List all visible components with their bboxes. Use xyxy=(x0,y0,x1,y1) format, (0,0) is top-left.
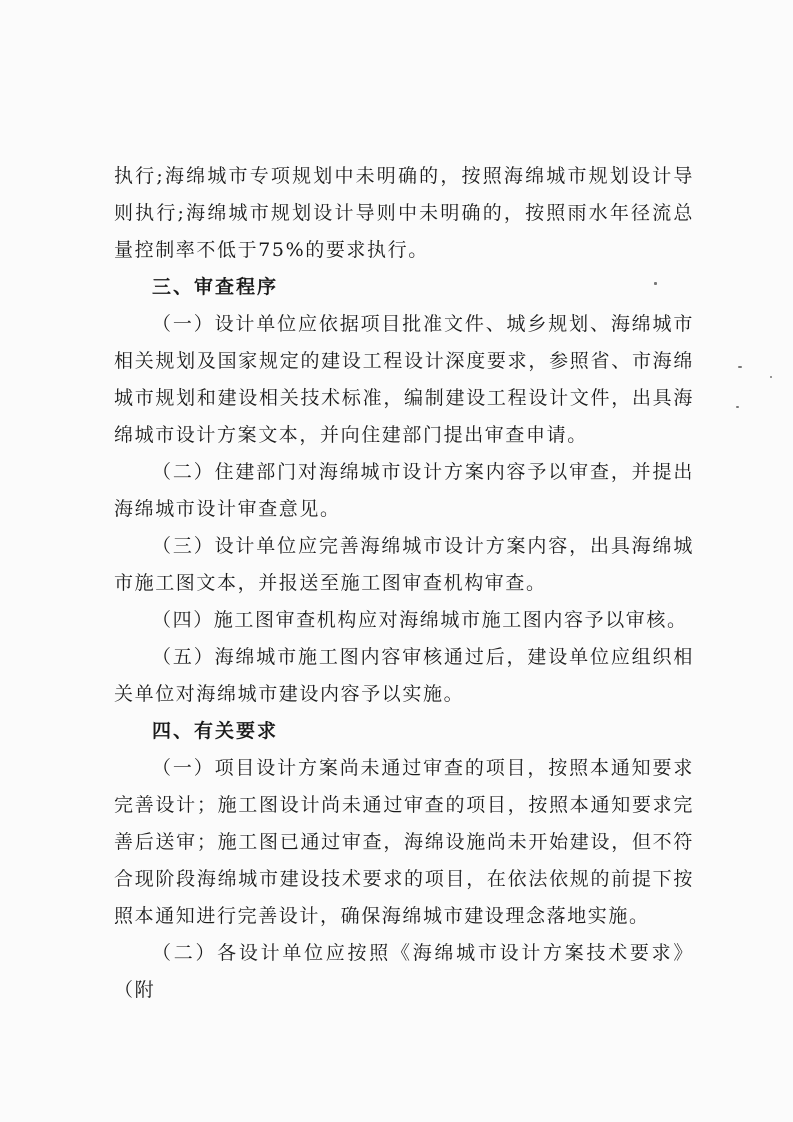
continuation-paragraph: 执行;海绵城市专项规划中未明确的，按照海绵城市规划设计导则执行;海绵城市规划设计导则中未明确的，按照雨水年径流总量控制率不低于75%的要求执行。 xyxy=(114,165,694,261)
section-3-item-4: （四）施工图审查机构应对海绵城市施工图内容予以审核。 xyxy=(152,609,688,631)
document-body xyxy=(114,158,694,1009)
section-4-item-2: （二）各设计单位应按照《海绵城市设计方案技术要求》（附 xyxy=(114,942,694,1001)
section-3-heading: 三、审查程序 xyxy=(152,276,279,298)
scan-speck xyxy=(736,406,739,408)
scan-speck xyxy=(738,366,742,368)
section-4-item-1: （一）项目设计方案尚未通过审查的项目，按照本通知要求完善设计；施工图设计尚未通过审查的项目，按照本通知要求完善后送审；施工图已通过审查，海绵设施尚未开始建设，但不符合现阶段海绵城市建设技术要求的项目，在依法依规的前提下按照本通知进行完善设计，确保海绵城市建设理念落地实施。 xyxy=(114,757,694,927)
section-3-item-3: （三）设计单位应完善海绵城市设计方案内容，出具海绵城市施工图文本，并报送至施工图审查机构审查。 xyxy=(114,535,694,594)
section-3-item-2: （二）住建部门对海绵城市设计方案内容予以审查，并提出海绵城市设计审查意见。 xyxy=(114,461,694,520)
section-3-item-1: （一）设计单位应依据项目批准文件、城乡规划、海绵城市相关规划及国家规定的建设工程设计深度要求，参照省、市海绵城市规划和建设相关技术标准，编制建设工程设计文件，出具海绵城市设计方案文本，并向住建部门提出审查申请。 xyxy=(114,313,694,446)
section-3-item-5: （五）海绵城市施工图内容审核通过后，建设单位应组织相关单位对海绵城市建设内容予以实施。 xyxy=(114,646,694,705)
scan-speck xyxy=(654,282,657,285)
section-4-heading: 四、有关要求 xyxy=(152,720,279,742)
scan-speck xyxy=(770,376,772,378)
